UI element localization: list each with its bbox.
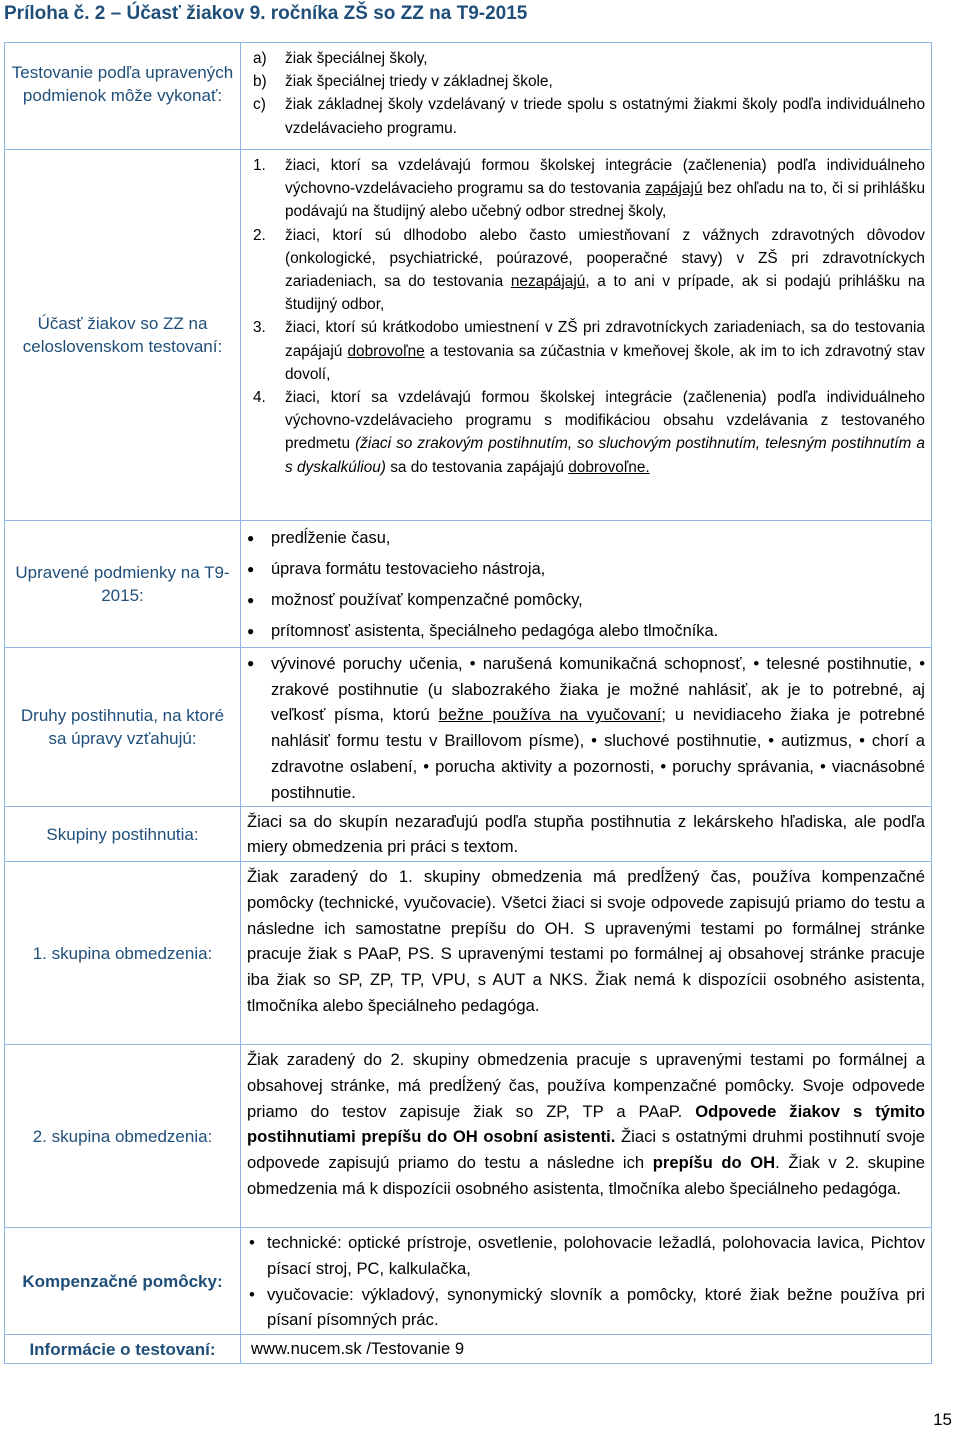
- row-disability-types: [5, 648, 931, 807]
- content-disability-types: ● vývinové poruchy učenia, • narušená komunikačná schopnosť, • telesné postihnutie, • zrakové postihnutie (u slabozrakého žiaka je možné nahlásiť, ak je to potrebné, aj veľkosť písma, ktorú bežne používa na vyučovaní; u nevidiaceho žiaka je potrebné nahlásiť formu testu v Braillovom písme), • sluchové postihnutie, • autizmus, • chorí a zdravotne oslabení, • porucha aktivity a pozornosti, • poruchy správania, • viacnásobné postihnutie.: [241, 648, 931, 806]
- content-participation: [241, 150, 931, 520]
- list-item: [253, 386, 925, 479]
- bullet-text: predĺženie času,: [271, 529, 391, 547]
- list-item: [253, 93, 925, 139]
- list-text: , a to ani v prípade, ak si podajú prihlášku na študijný odbor,: [285, 273, 925, 314]
- group-2-text: Žiaci s ostatnými druhmi postihnutí svoje odpovede zapisujú priamo do testu a následne ich: [247, 1127, 925, 1173]
- bullet-text: možnosť používať kompenzačné pomôcky,: [271, 591, 583, 609]
- underlined-text: zapájajú: [645, 180, 703, 198]
- list-marker: b): [253, 73, 267, 91]
- bullet-item: [247, 585, 925, 616]
- label-groups: Skupiny postihnutia:: [5, 807, 241, 861]
- disability-item: viacnásobné postihnutie.: [271, 756, 926, 802]
- underlined-text: dobrovoľne: [347, 342, 425, 360]
- content-modified-conditions: [241, 521, 931, 647]
- list-text: žiaci, ktorí sa vzdelávajú formou školskej integrácie (začlenenia) podľa individuálneho výchovno-vzdelávacieho programu s modifikáciou obsahu vzdelávania z testovaného predmetu: [285, 389, 925, 453]
- disability-item: sluchové postihnutie,: [603, 731, 762, 751]
- list-item: [253, 70, 925, 93]
- disability-item: telesné postihnutie,: [766, 654, 912, 673]
- list-marker: c): [253, 96, 266, 114]
- bullet-icon: ●: [247, 656, 255, 670]
- label-disability-types: Druhy postihnutia, na ktoré sa úpravy vzťahujú:: [5, 648, 241, 806]
- list-item: [253, 224, 925, 317]
- content-group-2: [241, 1045, 931, 1227]
- content-group-1: Žiak zaradený do 1. skupiny obmedzenia má predĺžený čas, používa kompenzačné pomôcky (technické, vyučovacie). Všetci žiaci si svoje odpovede zapisujú priamo do testu a následne ich samostatne prepíšu do OH. S upravenými testami po formálnej stránke pracuje žiak s PAaP, PS. S upravenými testami po formálnej aj obsahovej stránke pracuje iba žiak so SP, ZP, TP, VPU, s AUT a NKS. Žiak nemá k dispozícii osobného asistenta, tlmočníka alebo špeciálneho pedagóga.: [247, 867, 925, 1015]
- label-modified-conditions: Upravené podmienky na T9-2015:: [5, 521, 241, 647]
- info-table: [4, 42, 932, 1364]
- disability-item: porucha aktivity a pozornosti,: [435, 756, 655, 776]
- content-compensation-aids: [241, 1228, 931, 1334]
- bullet-item: [247, 523, 925, 554]
- bullet-icon: ●: [247, 593, 255, 607]
- list-item: [253, 47, 925, 70]
- label-testing-conditions: Testovanie podľa upravených podmienok môže vykonať:: [5, 43, 241, 149]
- label-group-2: 2. skupina obmedzenia:: [5, 1045, 241, 1227]
- label-group-1: 1. skupina obmedzenia:: [5, 862, 241, 1044]
- page-number: 15: [933, 1410, 952, 1429]
- row-groups: [5, 807, 931, 862]
- row-participation: [5, 150, 931, 521]
- disability-item: vývinové poruchy učenia,: [271, 654, 463, 673]
- group-2-text: . Žiak v 2. skupine obmedzenia má k dispozícii osobného asistenta, tlmočníka alebo špeciálneho pedagóga.: [247, 1153, 925, 1198]
- disability-item: ; u nevidiaceho žiaka je potrebné nahlásiť formu testu v Braillovom písme),: [271, 705, 925, 751]
- bullet-icon: •: [249, 1233, 255, 1252]
- list-text: žiaci, ktorí sú krátkodobo umiestnení v ZŠ pri zdravotníckych zariadeniach, sa do testovania zapájajú: [285, 319, 925, 360]
- bullet-item: [247, 616, 925, 647]
- bullet-text: technické: optické prístroje, osvetlenie, polohovacie ležadlá, polohovacia lavica, Pichtov písací stroj, PC, kalkulačka,: [267, 1233, 925, 1278]
- underlined-text: bežne používa na vyučovaní: [438, 705, 662, 725]
- bullet-text: úprava formátu testovacieho nástroja,: [271, 560, 546, 578]
- list-text: žiak špeciálnej triedy v základnej škole,: [285, 73, 553, 91]
- bullet-icon: •: [249, 1284, 255, 1304]
- bullet-icon: ●: [247, 562, 255, 576]
- list-marker: 3.: [253, 319, 266, 337]
- row-group-1: [5, 862, 931, 1045]
- list-text: a testovania sa zúčastnia v kmeňovej škole, ak im to ich zdravotný stav dovolí,: [285, 342, 925, 383]
- list-marker: 4.: [253, 389, 266, 407]
- page-title: Príloha č. 2 – Účasť žiakov 9. ročníka ZŠ so ZZ na T9-2015: [4, 3, 528, 24]
- disability-item: zrakové postihnutie (u slabozrakého žiaka je možné nahlásiť, ak je to potrebné, aj veľkosť písma, ktorú: [271, 679, 925, 725]
- label-compensation-aids: Kompenzačné pomôcky:: [5, 1228, 241, 1334]
- bold-text: prepíšu do OH: [652, 1153, 776, 1173]
- disability-item: autizmus,: [781, 731, 853, 751]
- list-item: [253, 316, 925, 386]
- row-modified-conditions: [5, 521, 931, 648]
- list-text: žiaci, ktorí sú dlhodobo alebo často umiestňovaní z vážnych zdravotných dôvodov (onkologické, psychiatrické, poúrazové, pooperačné stavy) v ZŠ pri zdravotníckych zariadeniach, sa do testovania: [285, 226, 925, 291]
- bullet-item: [249, 1230, 925, 1282]
- underlined-text: dobrovoľne.: [568, 458, 650, 476]
- row-testing-conditions: [5, 43, 931, 150]
- row-compensation-aids: [5, 1228, 931, 1335]
- bold-text: Odpovede žiakov s týmito postihnutiami prepíšu do OH osobní asistenti.: [247, 1101, 925, 1147]
- content-testing-conditions: [241, 43, 931, 149]
- list-item: [253, 154, 925, 224]
- bullet-text: prítomnosť asistenta, špeciálneho pedagóga alebo tlmočníka.: [271, 622, 719, 640]
- bullet-item: [247, 554, 925, 585]
- group-2-text: Žiak zaradený do 2. skupiny obmedzenia pracuje s upravenými testami po formálnej a obsahovej stránke, má predĺžený čas, používa kompenzačné pomôcky. Svoje odpovede priamo do testov zapisuje žiak so ZP, TP a PAaP.: [247, 1050, 925, 1121]
- list-text: bez ohľadu na to, či si prihlášku podávajú na študijný alebo učebný odbor strednej školy,: [285, 180, 926, 221]
- list-text: žiaci, ktorí sa vzdelávajú formou školskej integrácie (začlenenia) podľa individuálneho výchovno-vzdelávacieho programu sa do testovania: [285, 157, 925, 198]
- row-group-2: [5, 1045, 931, 1228]
- list-text: žiak špeciálnej školy,: [285, 50, 428, 67]
- list-text: žiak základnej školy vzdelávaný v triede spolu s ostatnými žiakmi školy podľa individuálneho vzdelávacieho programu.: [285, 96, 925, 137]
- list-marker: 2.: [253, 226, 266, 244]
- bullet-item: [249, 1282, 925, 1334]
- label-participation: Účasť žiakov so ZZ na celoslovenskom testovaní:: [5, 150, 241, 520]
- bullet-icon: ●: [247, 624, 255, 638]
- disability-item: chorí a zdravotne oslabení,: [271, 731, 926, 776]
- content-groups: Žiaci sa do skupín nezaraďujú podľa stupňa postihnutia z lekárskeho hľadiska, ale podľa miery obmedzenia pri práci s textom.: [247, 812, 925, 856]
- list-marker: a): [253, 50, 267, 67]
- list-text: sa do testovania zapájajú: [390, 458, 564, 476]
- content-info: [241, 1335, 931, 1363]
- disability-item: narušená komunikačná schopnosť,: [482, 654, 747, 673]
- info-link[interactable]: www.nucem.sk /Testovanie 9: [251, 1339, 465, 1358]
- underlined-text: nezapájajú: [510, 273, 586, 291]
- bullet-icon: ●: [247, 531, 255, 545]
- list-marker: 1.: [253, 157, 266, 174]
- label-info: Informácie o testovaní:: [5, 1335, 241, 1363]
- italic-text: (žiaci so zrakovým postihnutím, so sluchovým postihnutím, telesným postihnutím a s dyskalkúliou): [285, 435, 925, 476]
- disability-item: poruchy správania,: [672, 756, 814, 776]
- row-info: [5, 1335, 931, 1363]
- bullet-text: vyučovacie: výkladový, synonymický slovník a pomôcky, ktoré žiak bežne používa pri písaní písomných prác.: [267, 1284, 925, 1330]
